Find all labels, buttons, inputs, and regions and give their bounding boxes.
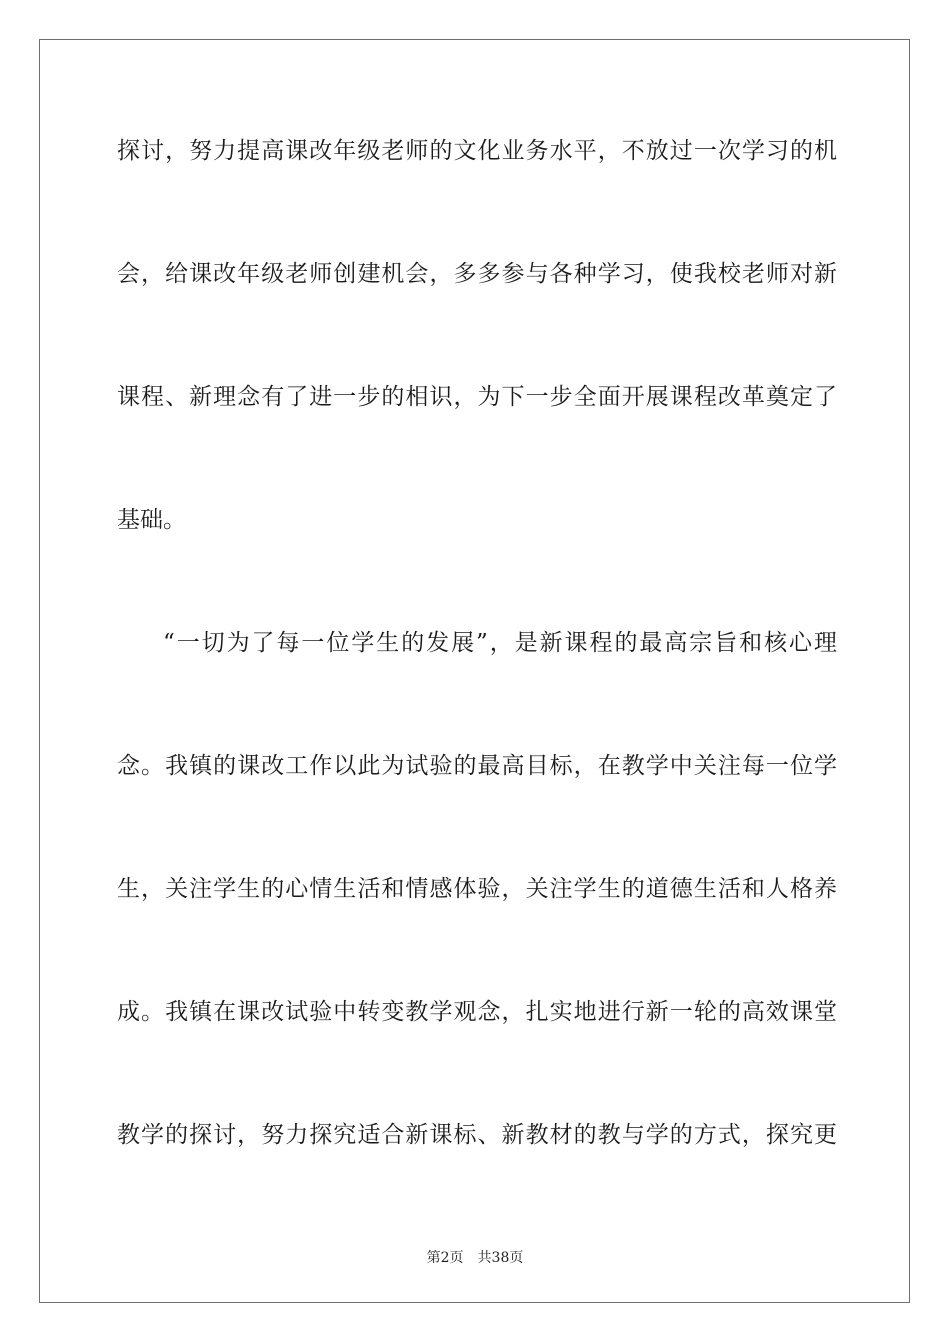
page-number: 第2页 bbox=[426, 1250, 464, 1266]
text-line-5: “一切为了每一位学生的发展”，是新课程的最高宗旨和核心理 bbox=[163, 630, 837, 656]
page-footer bbox=[0, 1247, 950, 1267]
text-line-7: 生，关注学生的心情生活和情感体验，关注学生的道德生活和人格养 bbox=[117, 876, 837, 902]
text-line-6: 念。我镇的课改工作以此为试验的最高目标，在教学中关注每一位学 bbox=[117, 753, 837, 779]
page-border bbox=[39, 39, 910, 1303]
text-line-1: 探讨，努力提高课改年级老师的文化业务水平，不放过一次学习的机 bbox=[117, 138, 837, 164]
text-line-2: 会，给课改年级老师创建机会，多多参与各种学习，使我校老师对新 bbox=[117, 261, 837, 287]
text-line-9: 教学的探讨，努力探究适合新课标、新教材的教与学的方式，探究更 bbox=[117, 1122, 837, 1148]
text-line-3: 课程、新理念有了进一步的相识，为下一步全面开展课程改革奠定了 bbox=[117, 384, 837, 410]
text-line-8: 成。我镇在课改试验中转变教学观念，扎实地进行新一轮的高效课堂 bbox=[117, 999, 837, 1025]
total-pages: 共38页 bbox=[477, 1250, 524, 1266]
text-line-4: 基础。 bbox=[117, 507, 186, 533]
